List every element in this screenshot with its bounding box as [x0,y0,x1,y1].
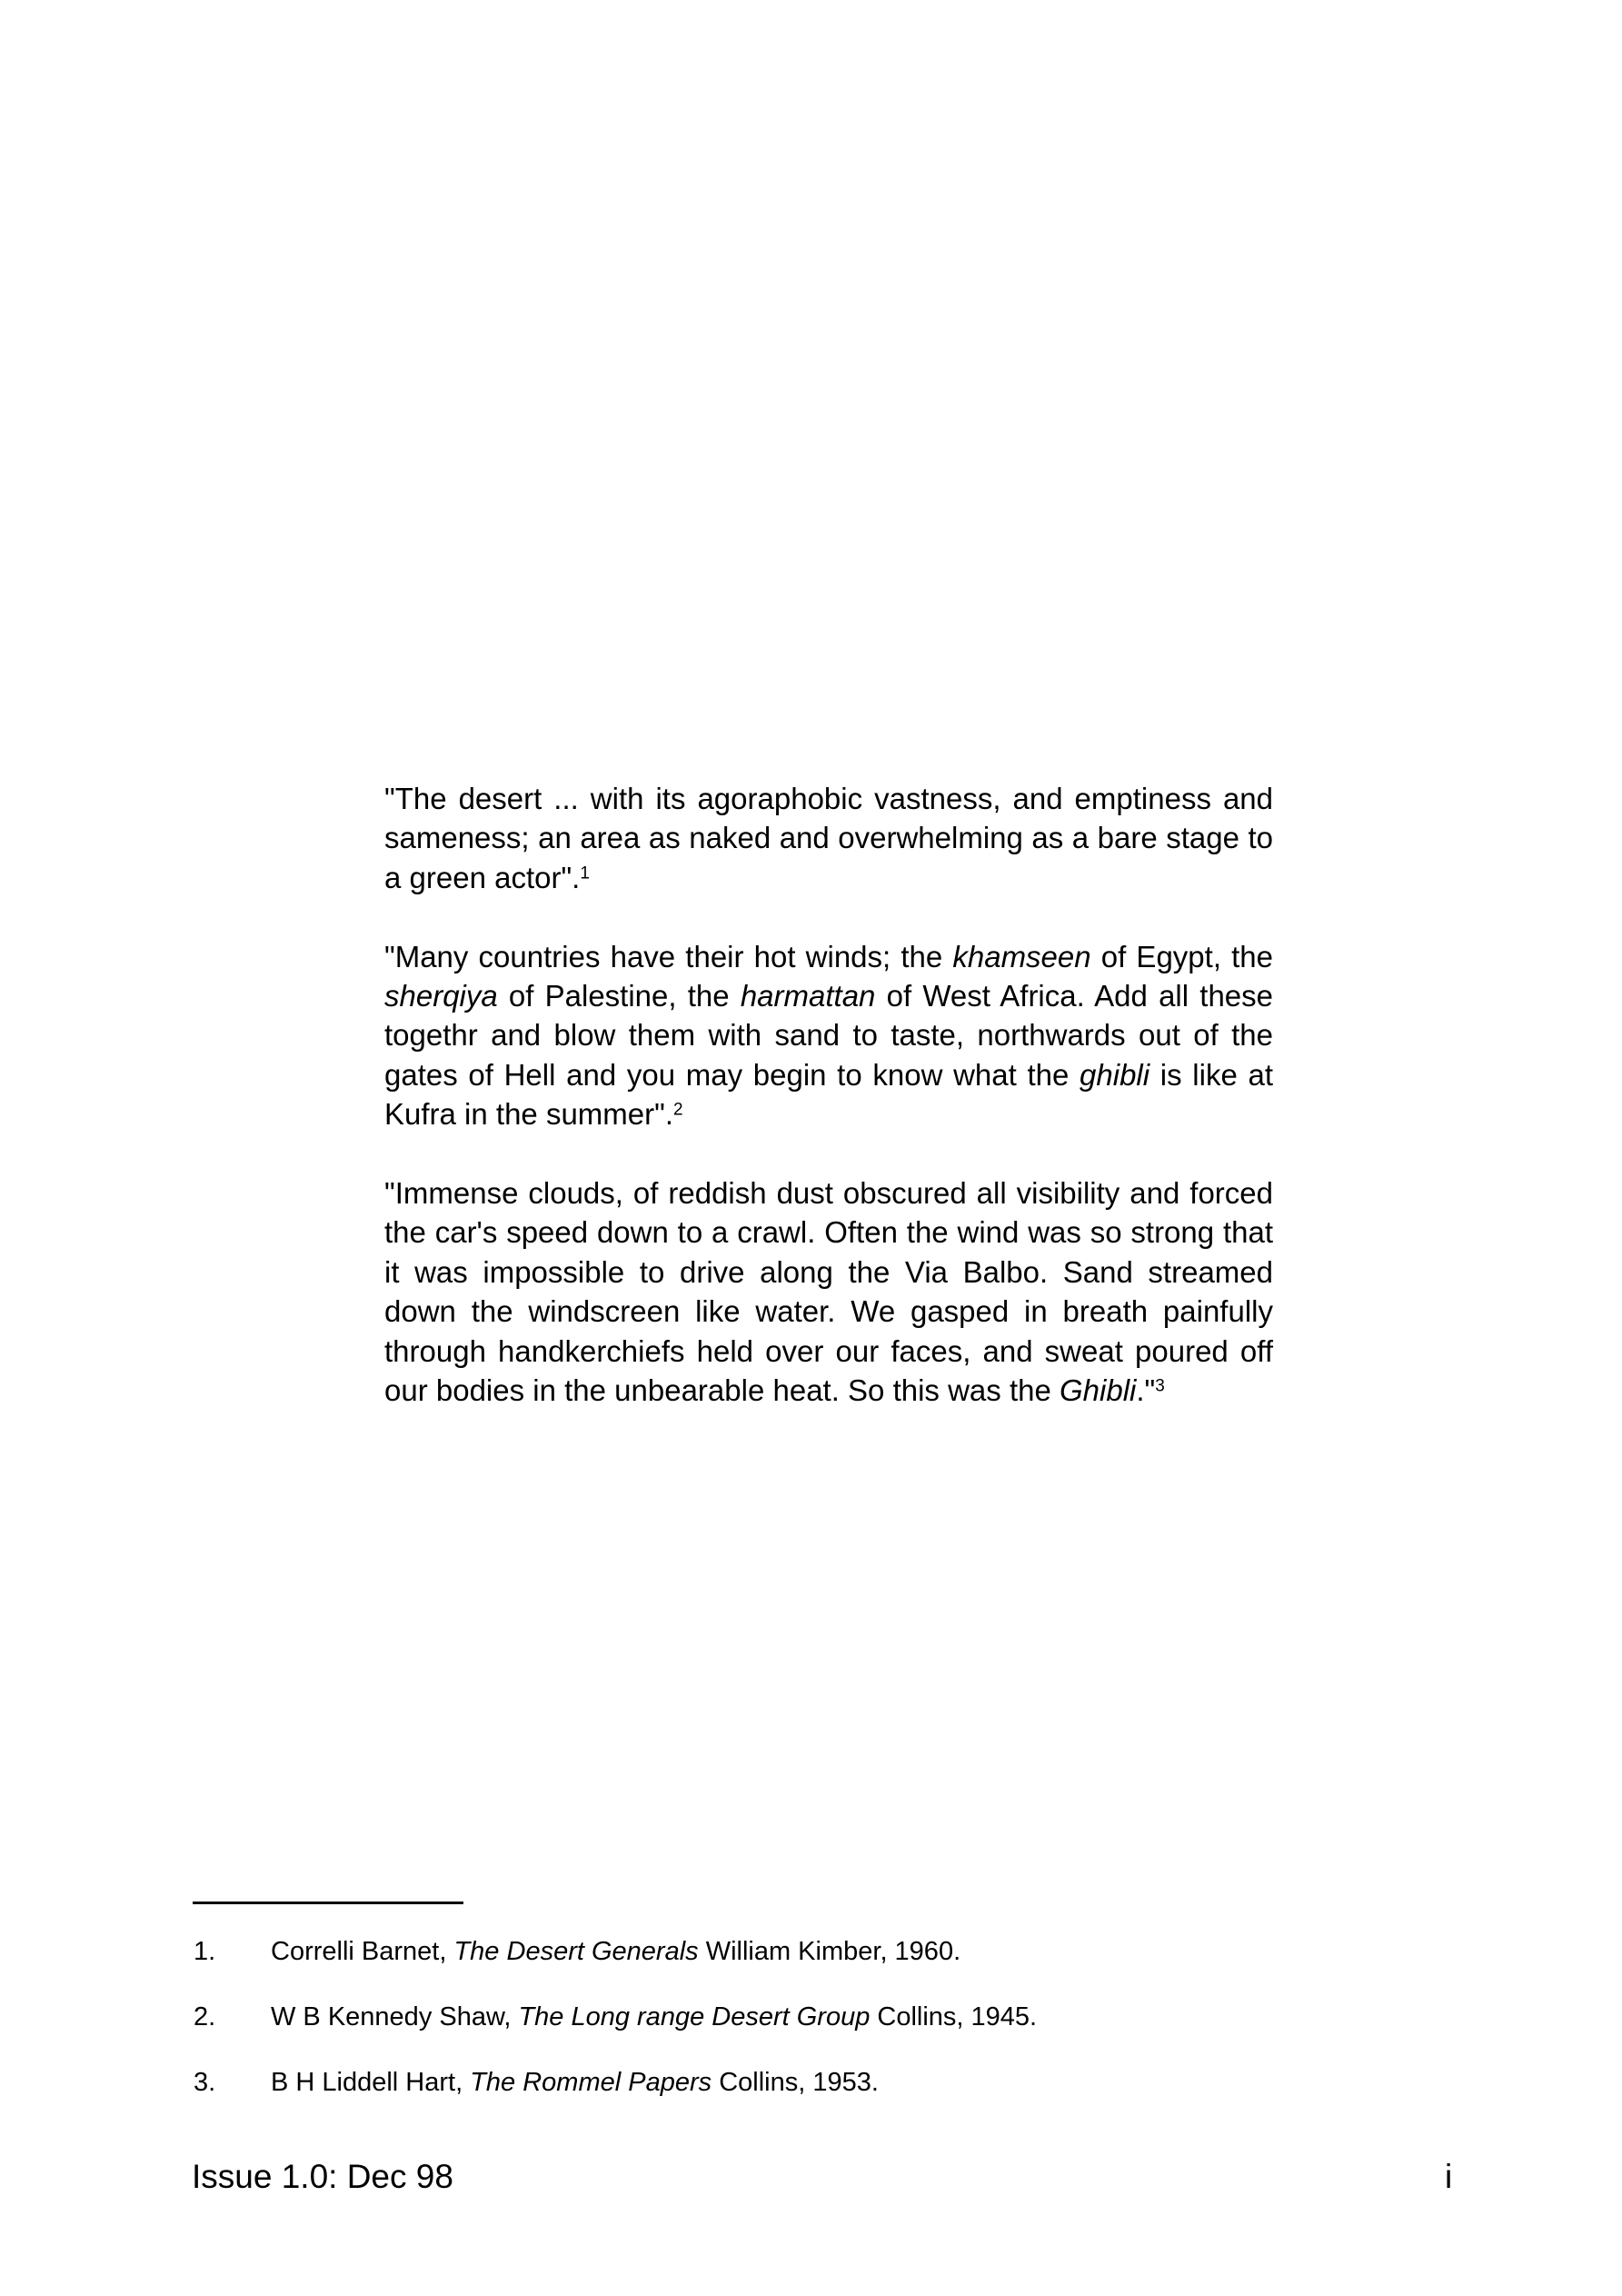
footnote-1 [194,1936,960,1967]
footnote-3 [194,2067,879,2098]
epigraph-quotes [384,779,1273,1410]
term-ghibli: ghibli [1080,1057,1150,1092]
footnote-number: 3. [194,2068,216,2097]
footnote-publisher: Collins, 1945. [870,2002,1038,2031]
quote-3-text: ." [1136,1373,1156,1408]
term-harmattan: harmattan [740,979,876,1013]
footnote-title: The Rommel Papers [470,2068,712,2097]
footnote-author: W B Kennedy Shaw, [271,2002,519,2031]
quote-3 [384,1173,1273,1410]
footnote-ref-3[interactable]: 3 [1155,1376,1165,1396]
issue-label: Issue 1.0: Dec 98 [192,2158,453,2195]
footnote-title: The Desert Generals [453,1937,699,1966]
footnote-publisher: Collins, 1953. [711,2068,879,2097]
footnote-publisher: William Kimber, 1960. [698,1937,961,1966]
footnote-number: 1. [194,1937,216,1966]
quote-1-text: "The desert ... with its agoraphobic vastness, and emptiness and sameness; an area as naked and overwhelming as a bare stage to a green actor". [384,782,1273,894]
footnote-separator [193,1902,463,1904]
quote-2-text: is like at Kufra in the summer". [384,1057,1273,1132]
footnote-ref-2[interactable]: 2 [673,1100,683,1120]
quote-2-text: of West Africa. Add all these togethr and blow them with sand to taste, northwards out of the gates of Hell and you may begin to know what the [384,979,1273,1092]
footnote-title: The Long range Desert Group [518,2002,871,2031]
footnote-2 [194,2002,1037,2032]
footnote-number: 2. [194,2002,216,2031]
quote-2-text: of Palestine, the [497,979,741,1013]
term-sherqiya: sherqiya [384,979,498,1013]
term-khamseen: khamseen [952,939,1091,973]
page-number: i [1445,2158,1453,2195]
footnote-author: B H Liddell Hart, [271,2068,471,2097]
quote-2-text: of Egypt, the [1090,939,1274,973]
footnote-author: Correlli Barnet, [271,1937,454,1966]
quote-2 [384,937,1273,1134]
quote-1 [384,779,1273,897]
quote-3-text: "Immense clouds, of reddish dust obscured all visibility and forced the car's speed down to a crawl. Often the wind was so strong that it was impossible to drive along the Via Balbo. Sand streamed down the windscreen like water. We gasped in breath painfully through handkerchiefs held over our faces, and sweat poured off our bodies in the unbearable heat. So this was the [384,1176,1273,1408]
term-ghibli-capital: Ghibli [1060,1373,1137,1408]
footnote-ref-1[interactable]: 1 [580,863,590,883]
quote-2-text: "Many countries have their hot winds; the [384,939,953,973]
